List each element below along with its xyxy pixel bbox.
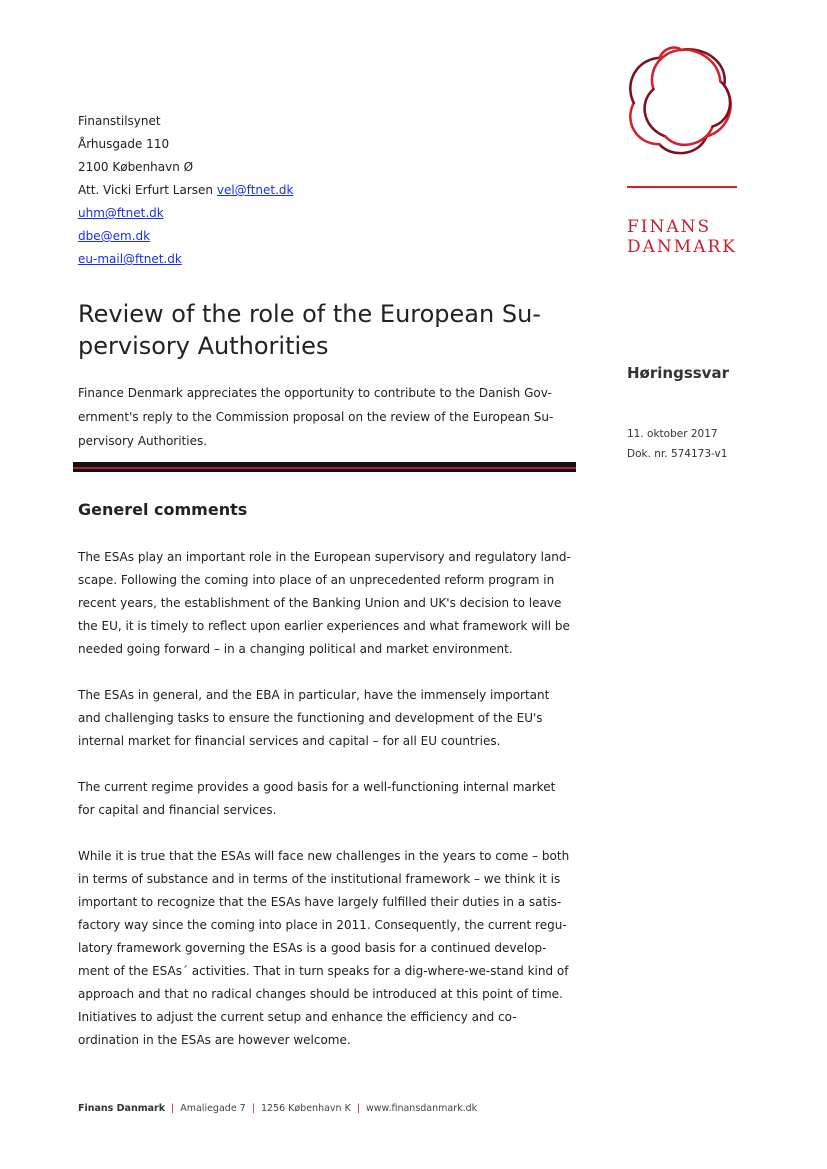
brand-line-1: FINANS [627, 217, 712, 237]
footer-separator: | [356, 1103, 361, 1114]
body-paragraph-4: While it is true that the ESAs will face new challenges in the years to come – both in terms of substance and in terms of the institutional framework – we think it is important to recognize that the ESAs have largely fulfilled their duties in a satis-factory way since the coming into place in 2011. Consequently, the current regu-latory framework governing the ESAs is a good basis for a continued develop-ment of the ESAs´ activities. That in turn speaks for a dig-where-we-stand kind of approach and that no radical changes should be introduced at this point of time. Initiatives to adjust the current setup and enhance the efficiency and co-ordination in the ESAs are however welcome. [78, 849, 570, 1047]
footer-city: 1256 København K [260, 1103, 351, 1114]
recipient-city: 2100 København Ø [78, 160, 194, 174]
brand-rule [627, 186, 737, 188]
logo-arc [681, 50, 720, 82]
brand-line-2: DANMARK [627, 237, 737, 257]
document-type: Høringssvar [627, 364, 729, 382]
separator-rule-lower [73, 469, 576, 472]
intro-paragraph: Finance Denmark appreciates the opportunity to contribute to the Danish Gov-ernment's reply to the Commission proposal on the review of the European Su-pervisory Authorities. [78, 386, 554, 448]
logo-arc [645, 89, 666, 136]
attention-email-link[interactable]: vel@ftnet.dk [216, 183, 294, 197]
body-paragraph-3: The current regime provides a good basis for a well-functioning internal market for capital and financial services. [78, 780, 556, 817]
recipient-name: Finanstilsynet [78, 114, 161, 128]
recipient-address [78, 110, 293, 271]
recipient-attention [78, 179, 293, 202]
document-number: Dok. nr. 574173-v1 [627, 448, 728, 460]
footer [78, 1103, 477, 1114]
document-title: Review of the role of the European Su-pervisory Authorities [78, 300, 541, 360]
body-paragraph-2: The ESAs in general, and the EBA in particular, have the immensely important and challenging tasks to ensure the functioning and development of the EU's internal market for financial services and capital – for all EU countries. [78, 688, 550, 748]
footer-street: Amaliegade 7 [180, 1103, 246, 1114]
body-paragraph-1: The ESAs play an important role in the European supervisory and regulatory land-scape. Following the coming into place of an unprecedented reform program in recent years, the establishment of the Banking Union and UK's decision to leave the EU, it is timely to reflect upon earlier experiences and what framework will be needed going forward – in a changing political and market environment. [78, 550, 571, 656]
footer-separator: | [251, 1103, 255, 1114]
footer-website: www.finansdanmark.dk [366, 1103, 478, 1114]
section-heading: Generel comments [78, 500, 248, 519]
logo-arc [652, 50, 681, 89]
finans-danmark-logo-icon [622, 42, 740, 160]
email-link-uhm[interactable]: uhm@ftnet.dk [78, 206, 164, 220]
email-link-dbe[interactable]: dbe@em.dk [78, 229, 151, 243]
email-link-eu-mail[interactable]: eu-mail@ftnet.dk [78, 252, 182, 266]
attention-name: Att. Vicki Erfurt Larsen [78, 183, 214, 197]
footer-separator: | [171, 1103, 175, 1114]
document-date: 11. oktober 2017 [627, 428, 718, 440]
logo-arc [707, 85, 731, 136]
brand-name [627, 217, 737, 257]
logo-arc [665, 127, 712, 145]
recipient-street: Århusgade 110 [78, 137, 170, 151]
document-meta [627, 424, 727, 464]
footer-company: Finans Danmark [78, 1103, 166, 1114]
